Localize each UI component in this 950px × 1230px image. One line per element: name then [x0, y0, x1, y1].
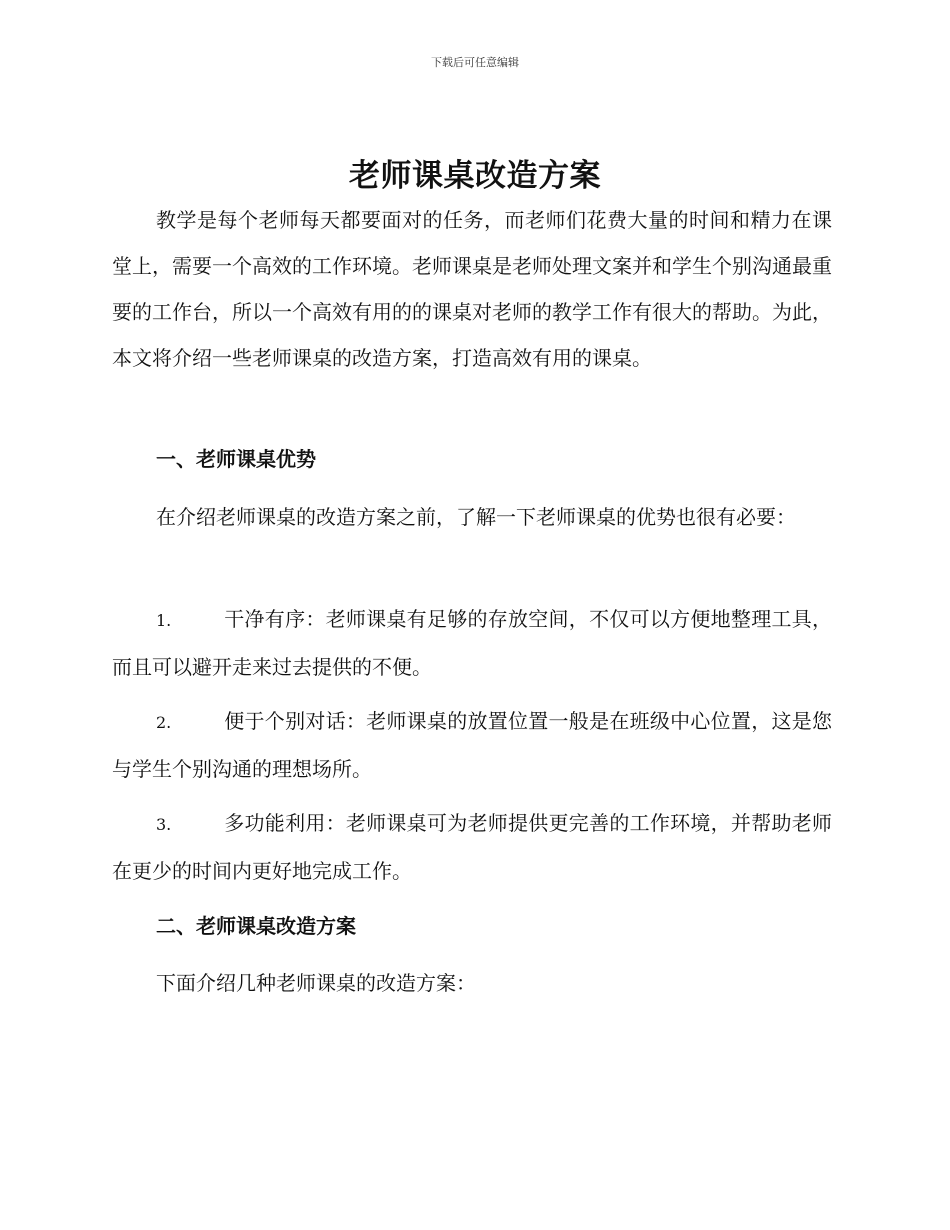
section-2-lead: 下面介绍几种老师课桌的改造方案：: [156, 971, 476, 995]
list-text: 干净有序：老师课桌有足够的存放空间，不仅可以方便地整理工具，而且可以避开走来过去提供的不便。: [112, 607, 832, 679]
list-number: 2.: [156, 713, 172, 732]
list-item-1: [112, 596, 832, 690]
header-note: 下载后可任意编辑: [431, 56, 519, 69]
list-item-2: [112, 698, 832, 792]
section-1-lead: 在介绍老师课桌的改造方案之前，了解一下老师课桌的优势也很有必要：: [156, 505, 796, 529]
document-title: 老师课桌改造方案: [349, 158, 601, 194]
section-1-heading: 一、老师课桌优势: [156, 447, 316, 471]
list-number: 3.: [156, 815, 172, 834]
list-text: 便于个别对话：老师课桌的放置位置一般是在班级中心位置，这是您与学生个别沟通的理想场所。: [112, 709, 832, 781]
list-number: 1.: [156, 611, 172, 630]
list-text: 多功能利用：老师课桌可为老师提供更完善的工作环境，并帮助老师在更少的时间内更好地完成工作。: [112, 811, 832, 883]
section-2-heading: 二、老师课桌改造方案: [156, 914, 356, 938]
intro-paragraph: 教学是每个老师每天都要面对的任务，而老师们花费大量的时间和精力在课堂上，需要一个高效的工作环境。老师课桌是老师处理文案并和学生个别沟通最重要的工作台，所以一个高效有用的的课桌对老师的教学工作有很大的帮助。为此，本文将介绍一些老师课桌的改造方案，打造高效有用的课桌。: [112, 208, 832, 370]
list-item-3: [112, 800, 832, 894]
